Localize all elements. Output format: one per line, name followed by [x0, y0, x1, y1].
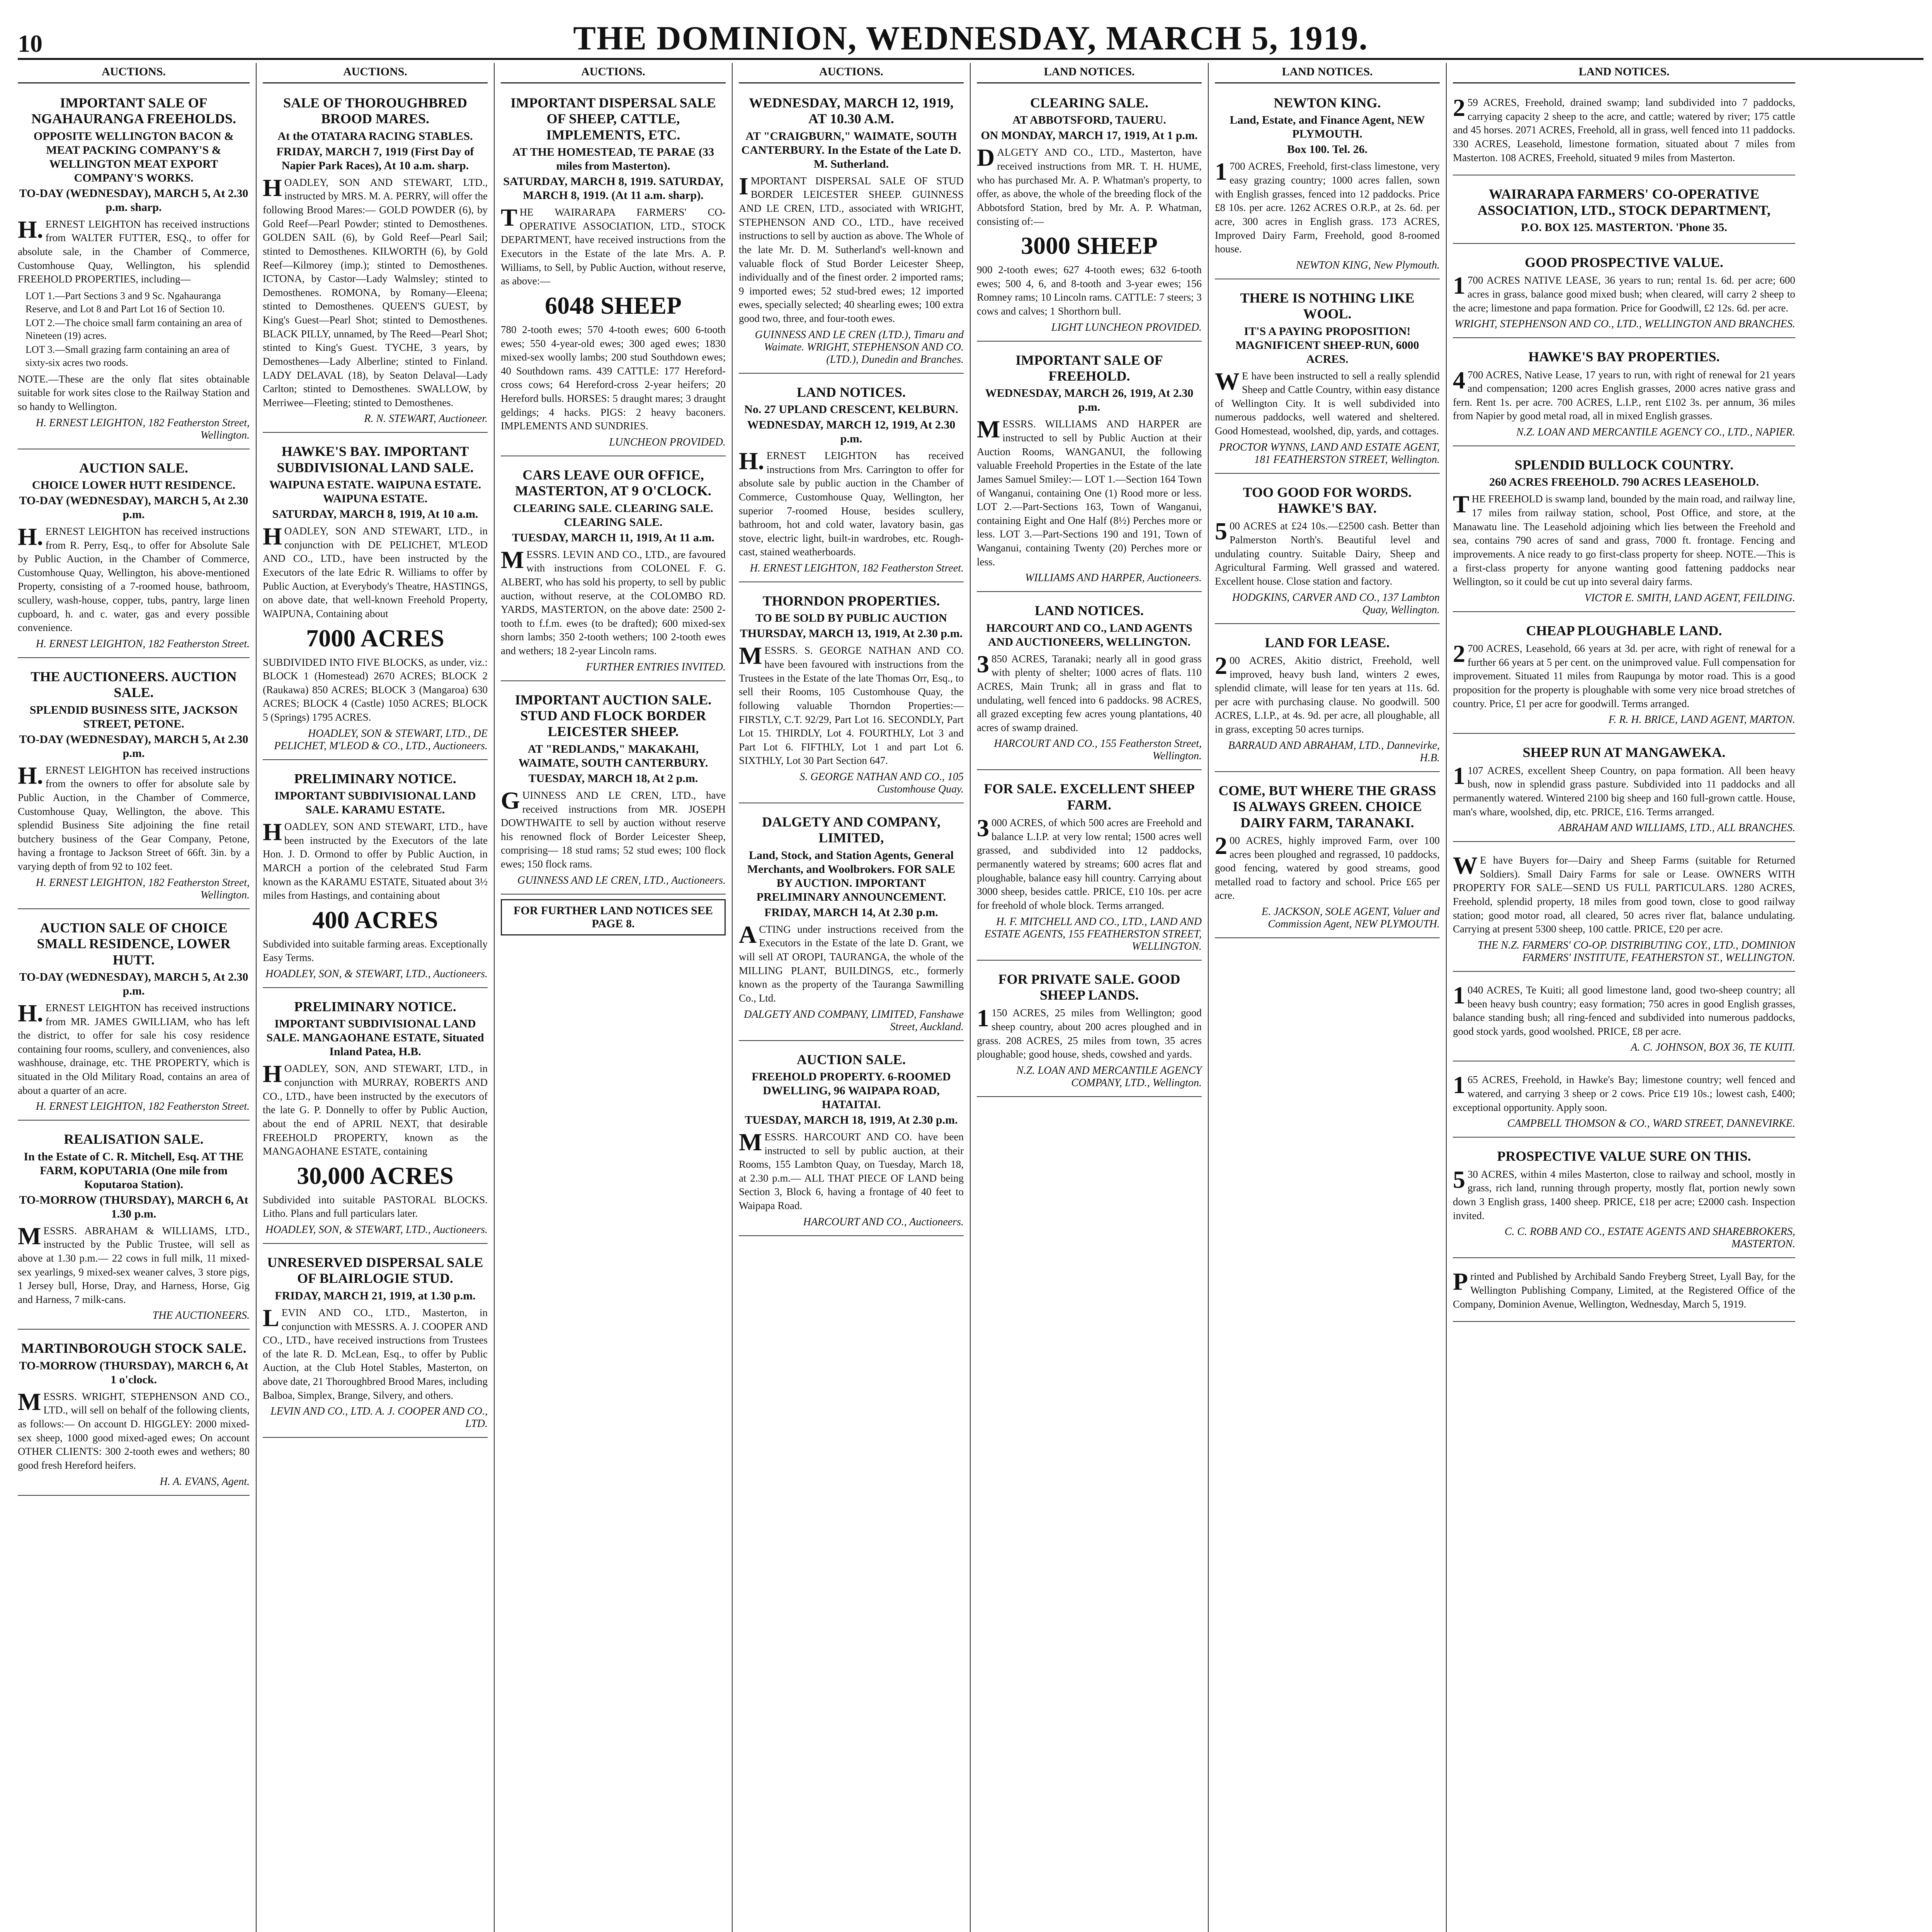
ad-title: FOR PRIVATE SALE. GOOD SHEEP LANDS.: [998, 971, 1180, 1003]
ad-title: THORNDON PROPERTIES.: [762, 593, 940, 609]
ad-body: 3000 ACRES, of which 500 acres are Freehold and balance L.I.P. at very low rental; 1500 acres well grassed, and subdivided into 12 paddocks, permanently watered by streams; 600 acres flat and ploughable, balance easy hill country. Carrying about 3000 sheep, besides cattle. PRICE, £10 10s. per acre for freehold of whole block. Terms arranged.: [977, 814, 1202, 911]
ad-acreage: 3000 SHEEP: [1021, 232, 1158, 260]
ad-signature: H. ERNEST LEIGHTON, 182 Featherston Street.: [750, 562, 964, 575]
column-heading: LAND NOTICES.: [977, 63, 1202, 83]
advertisement: [739, 587, 964, 803]
ad-body: 1700 ACRES, Freehold, first-class limestone, very easy grazing country; 1000 acres fallen, sown with English grasses, fenced into 12 paddocks. Price £8 10s. per acre. 1262 ACRES O.R.P., at 2s. 6d. per acre, 300 acres in English grass. 173 ACRES, Improved Dairy Farm, Freehold, good 8-roomed house.: [1215, 158, 1440, 255]
ad-body: MESSRS. LEVIN AND CO., LTD., are favoured with instructions from COLONEL F. G. ALBERT, who has sold his property, to sell by public auction, without reserve, at the COLOMBO RD. YARDS, MASTERTON, on the above date: 2500 2-tooth to f.f.m. ewes (to be drafted); 600 mixed-sex shorn lambs; 350 2-tooth wethers; 100 2-tooth ewes and wethers; 18 2-year Lincoln rams.: [501, 546, 726, 657]
ad-body: HOADLEY, SON AND STEWART, LTD., have been instructed by the Executors of the late Hon. J. D. Ormond to offer by Public Auction, in MARCH a portion of the celebrated Stud Farm known as the KARAMU ESTATE, Situated about 3½ miles from Hastings, and containing about: [263, 818, 488, 901]
masthead-title: THE DOMINION, WEDNESDAY, MARCH 5, 1919.: [573, 20, 1368, 57]
ad-date: ON MONDAY, MARCH 17, 1919, At 1 p.m.: [981, 129, 1198, 142]
advertisement: [1453, 248, 1795, 338]
ad-title: PROSPECTIVE VALUE SURE ON THIS.: [1497, 1148, 1751, 1164]
ad-body: 1700 ACRES NATIVE LEASE, 36 years to run; rental 1s. 6d. per acre; 600 acres in grass, balance good mixed bush; when cleared, will carry 2 sheep to the acre; limestone and papa formation. Price for Goodwill, £2 12s. 6d. per acre.: [1453, 272, 1795, 314]
ad-body: DALGETY AND CO., LTD., Masterton, have received instructions from MR. T. H. HUME, who has purchased Mr. A. P. Whatman's property, to offer, as above, the whole of the breeding flock of the Abbotsford Station, bred by Mr. A. P. Whatman, consisting of:—: [977, 144, 1202, 227]
ad-title: THERE IS NOTHING LIKE WOOL.: [1240, 290, 1415, 322]
ad-date: WEDNESDAY, MARCH 26, 1919, At 2.30 p.m.: [985, 387, 1194, 414]
ad-signature: R. N. STEWART, Auctioneer.: [364, 413, 488, 425]
advertisement: [1453, 847, 1795, 972]
ad-date: THURSDAY, MARCH 13, 1919, At 2.30 p.m.: [740, 627, 963, 640]
column-4: [732, 63, 970, 1932]
ad-body: 530 ACRES, within 4 miles Masterton, close to railway and school, mostly in grass, rich land, running through property, mostly flat, portion newly sown down 3 English grass, 1400 sheep. PRICE, £18 per acre; £2000 cash. Inspection invited.: [1453, 1165, 1795, 1221]
ad-body: H.ERNEST LEIGHTON has received instructions from R. Perry, Esq., to offer for Absolute Sale by Public Auction, in the Chamber of Commerce, Customhouse Quay, Wellington, his above-mentioned Property, consisting of a 7-roomed house, bathroom, scullery, wash-house, copper, tubs, pantry, large linen cupboard, h. and c. water, gas and every possible convenience.: [18, 522, 250, 634]
ad-subtitle: OPPOSITE WELLINGTON BACON & MEAT PACKING COMPANY'S & WELLINGTON MEAT EXPORT COMPANY'S WORKS.: [33, 129, 234, 184]
ad-title: COME, BUT WHERE THE GRASS IS ALWAYS GREEN. CHOICE DAIRY FARM, TARANAKI.: [1218, 782, 1436, 830]
ad-signature: H. A. EVANS, Agent.: [160, 1475, 250, 1488]
ad-date: Box 100. Tel. 26.: [1287, 143, 1368, 156]
ad-title: CLEARING SALE.: [1030, 95, 1149, 111]
advertisement: [1453, 1263, 1795, 1322]
ad-acreage: 7000 ACRES: [306, 624, 444, 652]
page-number: 10: [18, 30, 43, 57]
ad-title: AUCTION SALE.: [79, 460, 189, 476]
column-1: [18, 63, 256, 1932]
ad-subtitle: FREEHOLD PROPERTY. 6-ROOMED DWELLING, 96 WAIPAPA ROAD, HATAITAI.: [752, 1070, 951, 1111]
ad-title: GOOD PROSPECTIVE VALUE.: [1525, 254, 1723, 270]
ad-title: SALE OF THOROUGHBRED BROOD MARES.: [283, 95, 468, 127]
ad-title: WAIRARAPA FARMERS' CO-OPERATIVE ASSOCIATION, LTD., STOCK DEPARTMENT,: [1478, 186, 1770, 218]
ad-date: TO-MORROW (THURSDAY), MARCH 6, At 1 o'clock.: [19, 1359, 248, 1386]
ad-date: FRIDAY, MARCH 7, 1919 (First Day of Napier Park Races), At 10 a.m. sharp.: [276, 145, 474, 172]
ad-subtitle: IMPORTANT SUBDIVISIONAL LAND SALE. MANGAOHANE ESTATE, Situated Inland Patea, H.B.: [266, 1017, 484, 1058]
ad-date: TO-DAY (WEDNESDAY), MARCH 5, At 2.30 p.m.: [19, 970, 248, 997]
ad-lot-item: LOT 2.—The choice small farm containing an area of Nineteen (19) acres.: [26, 317, 242, 342]
ad-title: IMPORTANT SALE OF NGAHAURANGA FREEHOLDS.: [31, 95, 236, 127]
ad-details: Subdivided into suitable farming areas. Exceptionally Easy Terms.: [263, 938, 488, 964]
ad-date: WEDNESDAY, MARCH 12, 1919, At 2.30 p.m.: [747, 418, 956, 446]
ad-signature: F. R. H. BRICE, LAND AGENT, MARTON.: [1608, 714, 1795, 726]
ad-signature: LUNCHEON PROVIDED.: [609, 436, 726, 448]
ad-signature: HARCOURT AND CO., 155 Featherston Street, Wellington.: [994, 738, 1202, 762]
ad-details: SUBDIVIDED INTO FIVE BLOCKS, as under, viz.: BLOCK 1 (Homestead) 2670 ACRES; BLOCK 2 (Raukawa) 850 ACRES; BLOCK 3 (Mangaroa) 630 ACRES; BLOCK 4 (Castle) 1050 ACRES; BLOCK 5 (Springs) 1795 ACRES.: [263, 656, 488, 723]
ad-signature: WILLIAMS AND HARPER, Auctioneers.: [1025, 572, 1202, 584]
ad-body: 165 ACRES, Freehold, in Hawke's Bay; limestone country; well fenced and watered, and carrying 3 sheep or 2 cows. Price £19 10s.; lowest cash, £400; exceptional opportunity. Apply soon.: [1453, 1071, 1795, 1113]
ad-body: 200 ACRES, highly improved Farm, over 100 acres been ploughed and regrassed, 10 paddocks, good fencing, watered by good streams, good metalled road to factory and school. Price £65 per acre.: [1215, 832, 1440, 901]
column-3: [494, 63, 732, 1932]
ad-title: PRELIMINARY NOTICE.: [294, 999, 456, 1015]
advertisement: [1453, 1142, 1795, 1258]
ad-body: H.ERNEST LEIGHTON has received instructions from the owners to offer for absolute sale by Public Auction, in the Chamber of Commerce, Customhouse Quay, Wellington, the above. This splendid Business Site adjoining the fine retail butchery business of the Gear Company, Petone, having a frontage to Jackson Street of 66ft. 3in. by a varying depth of from 92 to 102 feet.: [18, 761, 250, 872]
ad-title: CHEAP PLOUGHABLE LAND.: [1526, 622, 1722, 638]
ad-subtitle: Land, Stock, and Station Agents, General Merchants, and Woolbrokers. FOR SALE BY AUCTION. IMPORTANT PRELIMINARY ANNOUNCEMENT.: [747, 849, 956, 903]
ad-details: Subdivided into suitable PASTORAL BLOCKS. Litho. Plans and full particulars later.: [263, 1194, 488, 1219]
ad-signature: ABRAHAM AND WILLIAMS, LTD., ALL BRANCHES.: [1558, 822, 1795, 834]
ad-signature: VICTOR E. SMITH, LAND AGENT, FEILDING.: [1584, 592, 1795, 604]
ad-signature: S. GEORGE NATHAN AND CO., 105 Customhouse Quay.: [799, 771, 964, 796]
ad-body: HOADLEY, SON AND STEWART, LTD., instructed by MRS. M. A. PERRY, will offer the following Brood Mares:— GOLD POWDER (6), by Gold Reef—Pearl Powder; stinted to Demosthenes. GOLDEN SAIL (6), by Gold Reef—Pearl Sail; stinted to Demosthenes. KILWORTH (6), by Gold Reef—Kilmorey (imp.); stinted to Demosthenes. ICTONA, by Castor—Lady Walmsley; stinted to Demosthenes. ROMONA, by Romany—Eleena; stinted to Demosthenes. QUEEN'S GUEST, by King's Guest—Pearl Shot; stinted to Demosthenes. BLACK PILLY, unnamed, by The Reed—Pearl Shot; stinted to King's Guest. TYCHE, 3 years, by Demosthenes—Lady Alberline; stinted to Finland. LADY DELAVAL (18), by Seaton Delaval—Lady Carlton; stinted to Demosthenes. SWALLOW, by Merriwee—Fleeting; stinted to Demosthenes.: [263, 173, 488, 408]
ad-signature: C. C. ROBB AND CO., ESTATE AGENTS AND SHAREBROKERS, MASTERTON.: [1504, 1226, 1795, 1250]
ad-details: 780 2-tooth ewes; 570 4-tooth ewes; 600 6-tooth ewes; 550 4-year-old ewes; 300 aged ewes; 1830 mixed-sex woolly lambs; 200 stud Southdown ewes; 40 Southdown rams. 439 CATTLE: 177 Hereford-cross cows; 64 Hereford-cross 2-year heifers; 20 Hereford bulls. HORSES: 5 draught mares; 3 draught geldings; 4 hacks. PIGS: 2 heavy baconers. IMPLEMENTS AND SUNDRIES.: [501, 323, 726, 432]
ad-body: IMPORTANT DISPERSAL SALE OF STUD BORDER LEICESTER SHEEP. GUINNESS AND LE CREN, LTD., associated with WRIGHT, STEPHENSON AND CO., LTD., have received instructions to sell by auction as above. The Whole of the late Mr. D. M. Sutherland's well-known and valuable flock of Stud Border Leicester Sheep, individually and of the finest order. 2 imported rams; 9 imported ewes; 52 stud-bred ewes; 12 imported ewes, specially selected; 40 shearling ewes; 100 extra good two, three, and four-tooth ewes.: [739, 172, 964, 325]
ad-title: LAND FOR LEASE.: [1265, 634, 1390, 650]
ad-signature: GUINNESS AND LE CREN, LTD., Auctioneers.: [517, 874, 726, 886]
ad-signature: H. ERNEST LEIGHTON, 182 Featherston Street, Wellington.: [36, 417, 250, 441]
ad-body: Printed and Published by Archibald Sando Freyberg Street, Lyall Bay, for the Wellington Publishing Company, Limited, at the Registered Office of the Company, Dominion Avenue, Wellington, Wednesday, March 5, 1919.: [1453, 1268, 1795, 1310]
ad-acreage: 30,000 ACRES: [297, 1162, 454, 1189]
ad-title: TOO GOOD FOR WORDS. HAWKE'S BAY.: [1243, 484, 1412, 516]
ad-date: TO-DAY (WEDNESDAY), MARCH 5, At 2.30 p.m.: [19, 733, 248, 760]
ad-signature: LIGHT LUNCHEON PROVIDED.: [1051, 321, 1202, 333]
ad-body: HOADLEY, SON, AND STEWART, LTD., in conjunction with MURRAY, ROBERTS AND CO., LTD., have been instructed by the executors of the late G. P. Donnelly to offer by Public Auction, about the end of APRIL NEXT, that desirable FREEHOLD PROPERTY, known as the MANGAOHANE ESTATE, containing: [263, 1060, 488, 1157]
ad-body: WE have been instructed to sell a really splendid Sheep and Cattle Country, within easy distance of Wellington City. It is well subdivided into numerous paddocks, well watered and sheltered. Good Homestead, woolshed, dip, yards, and cottages.: [1215, 367, 1440, 437]
ad-title: HAWKE'S BAY. IMPORTANT SUBDIVISIONAL LAND SALE.: [277, 444, 474, 475]
ad-acreage: 6048 SHEEP: [545, 291, 682, 319]
column-heading: LAND NOTICES.: [1215, 63, 1440, 83]
ad-body: 1150 ACRES, 25 miles from Wellington; good sheep country, about 200 acres ploughed and in grass. 208 ACRES, 25 miles from town, 35 acres ploughable; good house, sheds, cowshed and yards.: [977, 1004, 1202, 1060]
ad-subtitle: In the Estate of C. R. Mitchell, Esq. AT THE FARM, KOPUTARIA (One mile from Koputaroa Station).: [24, 1150, 244, 1191]
advertisement: [739, 808, 964, 1041]
ad-signature: CAMPBELL THOMSON & CO., WARD STREET, DANNEVIRKE.: [1507, 1117, 1795, 1130]
ad-signature: HOADLEY, SON, & STEWART, LTD., Auctioneers.: [265, 1224, 488, 1236]
column-heading: AUCTIONS.: [501, 63, 726, 83]
ad-signature: HODGKINS, CARVER AND CO., 137 Lambton Quay, Wellington.: [1232, 591, 1440, 616]
ad-title: DALGETY AND COMPANY, LIMITED,: [762, 814, 940, 846]
ad-title: AUCTION SALE.: [796, 1051, 906, 1067]
ad-title: WEDNESDAY, MARCH 12, 1919, AT 10.30 A.M.: [749, 95, 954, 127]
ad-subtitle: CLEARING SALE. CLEARING SALE. CLEARING SALE.: [513, 502, 713, 529]
ad-subtitle: P.O. BOX 125. MASTERTON. 'Phone 35.: [1520, 221, 1728, 234]
ad-subtitle: AT "REDLANDS," MAKAKAHI, WAIMATE, SOUTH CANTERBURY.: [518, 742, 708, 769]
column-heading: AUCTIONS.: [739, 63, 964, 83]
advertisement: [18, 454, 250, 658]
ad-body: 1040 ACRES, Te Kuiti; all good limestone land, good two-sheep country; all been heavy bush country; easy formation; 750 acres in good English grasses, balance standing bush; all ring-fenced and subdivided into numerous paddocks, good stock yards, good woolshed. PRICE, £8 per acre.: [1453, 981, 1795, 1037]
ad-signature: PROCTOR WYNNS, LAND AND ESTATE AGENT, 181 FEATHERSTON STREET, Wellington.: [1219, 441, 1440, 466]
advertisement: [18, 1334, 250, 1495]
ad-note: NOTE.—These are the only flat sites obtainable suitable for work sites close to the Railway Station and so handy to Wellington.: [18, 373, 250, 412]
ad-date: TO-MORROW (THURSDAY), MARCH 6, At 1.30 p.m.: [19, 1193, 248, 1220]
further-notices-box: FOR FURTHER LAND NOTICES SEE PAGE 8.: [501, 899, 726, 935]
advertisement: [1453, 738, 1795, 842]
ad-title: UNRESERVED DISPERSAL SALE OF BLAIRLOGIE STUD.: [267, 1255, 483, 1286]
ad-body: MESSRS. WILLIAMS AND HARPER are instructed to sell by Public Auction at their Auction Rooms, WANGANUI, the following valuable Freehold Properties in the Estate of the late James Samuel Smiley:— LOT 1.—Section 164 Town of Wanganui, containing One (1) Rood more or less. LOT 2.—Part-Sections 163, Town of Wanganui, containing Eight and One Half (8½) Perches more or less. LOT 3.—Part-Sections 190 and 191, Town of Wanganui, containing Twenty (20) Perches more or less.: [977, 415, 1202, 568]
ad-date: FRIDAY, MARCH 21, 1919, at 1.30 p.m.: [275, 1289, 476, 1302]
ad-body: THE FREEHOLD is swamp land, bounded by the main road, and railway line, 17 miles from railway station, school, Post Office, and store, at the Manawatu line. The Leasehold adjoining which lies between the Freehold and sea, contains 790 acres of sand and grass, 7000 ft. frontage. Fencing and improvements. A nice ready to go first-class property for sheep. NOTE.—This is a first-class property for anyone wanting good fattening paddocks near Wellington, so it could be cut up into several dairy farms.: [1453, 490, 1795, 588]
ad-title: NEWTON KING.: [1274, 95, 1381, 111]
ad-title: IMPORTANT DISPERSAL SALE OF SHEEP, CATTLE, IMPLEMENTS, ETC.: [510, 95, 716, 143]
column-heading: AUCTIONS.: [18, 63, 250, 83]
advertisement: [1453, 180, 1795, 244]
column-6: [1208, 63, 1446, 1932]
advertisement: [263, 437, 488, 760]
ad-subtitle: Land, Estate, and Finance Agent, NEW PLYMOUTH.: [1230, 114, 1425, 141]
ad-title: LAND NOTICES.: [796, 384, 906, 400]
ad-title: HAWKE'S BAY PROPERTIES.: [1528, 349, 1720, 365]
ad-subtitle: TO BE SOLD BY PUBLIC AUCTION: [755, 612, 947, 625]
advertisement: [977, 346, 1202, 592]
ad-signature: H. ERNEST LEIGHTON, 182 Featherston Street.: [36, 638, 250, 650]
advertisement: [977, 965, 1202, 1097]
advertisement: [501, 686, 726, 895]
ad-subtitle: AT THE HOMESTEAD, TE PARAE (33 miles from Masterton).: [512, 146, 714, 173]
column-7: [1446, 63, 1801, 1932]
ad-date: TUESDAY, MARCH 18, At 2 p.m.: [528, 772, 698, 785]
ad-title: SPLENDID BULLOCK COUNTRY.: [1514, 457, 1734, 473]
advertisement: [1453, 343, 1795, 446]
ad-signature: E. JACKSON, SOLE AGENT, Valuer and Commission Agent, NEW PLYMOUTH.: [1262, 906, 1440, 930]
ad-body: WE have Buyers for—Dairy and Sheep Farms (suitable for Returned Soldiers). Small Dairy Farms for sale or Lease. OWNERS WITH PROPERTY FOR SALE—SEND US FULL PARTICULARS. 1280 ACRES, Freehold, splendid property, 18 miles from good town, close to good railway station; good motor road, all cleared, 50 acres river flat, balance undulating. Carrying at present 5300 sheep, 100 cattle. PRICE, £20 per acre.: [1453, 852, 1795, 935]
ad-signature: BARRAUD AND ABRAHAM, LTD., Dannevirke, H.B.: [1228, 739, 1440, 764]
advertisement: [1215, 629, 1440, 772]
ad-body: 259 ACRES, Freehold, drained swamp; land subdivided into 7 paddocks, carrying capacity 2 sheep to the acre, and cattle; watered by river; 175 cattle and 45 horses. 2071 ACRES, Freehold, all in grass, well fenced into 11 paddocks. 330 ACRES, Leasehold, limestone formation, situated about 7 miles from Masterton. 108 ACRES, Freehold, situated 9 miles from Masterton.: [1453, 94, 1795, 163]
ad-subtitle: SPLENDID BUSINESS SITE, JACKSON STREET, PETONE.: [29, 703, 238, 730]
ad-date: SATURDAY, MARCH 8, 1919, At 10 a.m.: [272, 508, 478, 521]
ad-body: 4700 ACRES, Native Lease, 17 years to run, with right of renewal for 21 years and compensation; 1200 acres English grasses, 2000 acres native grass and fern. Rent 1s. per acre. 700 ACRES, L.I.P., rent £102 3s. per annum, 36 miles from Napier by good metal road, all in mixed English grasses.: [1453, 366, 1795, 422]
ad-title: PRELIMINARY NOTICE.: [294, 770, 456, 786]
ad-signature: LEVIN AND CO., LTD. A. J. COOPER AND CO., LTD.: [270, 1405, 488, 1430]
advertisement: [1215, 89, 1440, 279]
ad-body: GUINNESS AND LE CREN, LTD., have received instructions from MR. JOSEPH DOWTHWAITE to sell by auction without reserve his renowned flock of Border Leicester Sheep, comprising— 18 stud rams; 52 stud ewes; 100 flock ewes; 150 flock rams.: [501, 786, 726, 870]
ad-signature: A. C. JOHNSON, BOX 36, TE KUITI.: [1631, 1041, 1795, 1054]
ad-signature: NEWTON KING, New Plymouth.: [1296, 259, 1440, 271]
ad-body: 500 ACRES at £24 10s.—£2500 cash. Better than Palmerston North's. Beautiful level and undulating country. Suitable Dairy, Sheep and Agricultural Farming. Well grassed and watered. Excellent house. Close station and factory.: [1215, 517, 1440, 587]
ad-signature: HARCOURT AND CO., Auctioneers.: [803, 1216, 964, 1228]
masthead: [18, 15, 1923, 60]
ad-signature: HOADLEY, SON, & STEWART, LTD., Auctioneers.: [265, 968, 488, 980]
ad-subtitle: HARCOURT AND CO., LAND AGENTS AND AUCTIONEERS, WELLINGTON.: [986, 621, 1192, 648]
ad-title: AUCTION SALE OF CHOICE SMALL RESIDENCE, LOWER HUTT.: [37, 920, 231, 968]
advertisement: [18, 663, 250, 909]
advertisement: [977, 775, 1202, 960]
ad-date: FRIDAY, MARCH 14, At 2.30 p.m.: [764, 906, 938, 919]
ad-body: H.ERNEST LEIGHTON has received instructions from MR. JAMES GWILLIAM, who has left the district, to offer for sale his cosy residence containing four rooms, scullery, and conveniences, also washhouse, drainage, etc. THE PROPERTY, which is situated in the Old Military Road, contains an area of about a quarter of an acre.: [18, 999, 250, 1096]
ad-title: IMPORTANT AUCTION SALE. STUD AND FLOCK BORDER LEICESTER SHEEP.: [515, 692, 712, 740]
ad-subtitle: CHOICE LOWER HUTT RESIDENCE.: [32, 478, 236, 492]
ad-signature: DALGETY AND COMPANY, LIMITED, Fanshawe Street, Auckland.: [744, 1008, 964, 1033]
ad-title: MARTINBOROUGH STOCK SALE.: [21, 1340, 247, 1356]
ad-date: TUESDAY, MARCH 18, 1919, At 2.30 p.m.: [745, 1113, 958, 1126]
ad-signature: H. F. MITCHELL AND CO., LTD., LAND AND ESTATE AGENTS, 155 FEATHERSTON STREET, WELLINGTON.: [984, 915, 1202, 952]
advertisement: [977, 89, 1202, 342]
ad-subtitle: AT ABBOTSFORD, TAUERU.: [1012, 114, 1166, 127]
ad-signature: H. ERNEST LEIGHTON, 182 Featherston Street, Wellington.: [36, 876, 250, 901]
advertisement: [501, 461, 726, 681]
ad-body: 3850 ACRES, Taranaki; nearly all in good grass with plenty of shelter; 1000 acres of flats. 110 ACRES, Main Trunk; all in grass and flat to undulating, well fenced into 6 paddocks. 98 ACRES, all grazed excepting few acres young plantations, 40 acres of swamp drained.: [977, 650, 1202, 733]
advertisement: [1453, 1066, 1795, 1138]
advertisement: [263, 89, 488, 433]
ad-title: CARS LEAVE OUR OFFICE, MASTERTON, AT 9 O'CLOCK.: [515, 467, 711, 499]
ad-body: 2700 ACRES, Leasehold, 66 years at 3d. per acre, with right of renewal for a further 66 years at 5 per cent. on the unimproved value. Full compensation for improvement. Situated 11 miles from Raupunga by motor road. This is a good proposition for the property is ploughable with some very nice broad stretches of country. Price, £1 per acre for goodwill. Terms arranged.: [1453, 640, 1795, 709]
ad-subtitle: WAIPUNA ESTATE. WAIPUNA ESTATE. WAIPUNA ESTATE.: [269, 478, 481, 505]
column-heading: AUCTIONS.: [263, 63, 488, 83]
ad-subtitle: 260 ACRES FREEHOLD. 790 ACRES LEASEHOLD.: [1489, 476, 1759, 489]
ad-subtitle: AT "CRAIGBURN," WAIMATE, SOUTH CANTERBURY. In the Estate of the Late D. M. Sutherland.: [741, 129, 961, 170]
ad-body: MESSRS. WRIGHT, STEPHENSON AND CO., LTD., will sell on behalf of the following clients, as follows:— On account D. HIGGLEY: 2000 mixed-sex sheep, 1000 good mixed-aged ewes; On account OTHER CLIENTS: 300 2-tooth ewes and wethers; 80 good fresh Hereford heifers.: [18, 1388, 250, 1471]
advertisement: [18, 1125, 250, 1330]
advertisement: [1453, 617, 1795, 734]
advertisement: [739, 378, 964, 582]
ad-date: TO-DAY (WEDNESDAY), MARCH 5, At 2.30 p.m.: [19, 494, 248, 521]
advertisement: [739, 89, 964, 374]
ad-body: MESSRS. ABRAHAM & WILLIAMS, LTD., instructed by the Public Trustee, will sell as above at 1.30 p.m.— 22 cows in full milk, 11 mixed-sex yearlings, 9 mixed-sex weaner calves, 3 store pigs, 1 Jersey bull, Horse, Dray, and Harness, Horse, Gig and Harness, 7 milk-cans.: [18, 1222, 250, 1305]
ad-subtitle: IT'S A PAYING PROPOSITION! MAGNIFICENT SHEEP-RUN, 6000 ACRES.: [1235, 325, 1419, 366]
ad-signature: GUINNESS AND LE CREN (LTD.), Timaru and Waimate. WRIGHT, STEPHENSON AND CO. (LTD.), Dunedin and Branches.: [755, 328, 964, 366]
advertisement: [977, 597, 1202, 770]
ad-signature: N.Z. LOAN AND MERCANTILE AGENCY COMPANY, LTD., Wellington.: [1016, 1064, 1202, 1089]
ad-body: H.ERNEST LEIGHTON has received instructions from WALTER FUTTER, ESQ., to offer for absolute sale, in the Chamber of Commerce, Customhouse Quay, Wellington, his splendid FREEHOLD PROPERTIES, including—: [18, 215, 250, 285]
ad-subtitle: At the OTATARA RACING STABLES.: [277, 129, 473, 143]
ad-body: THE WAIRARAPA FARMERS' CO-OPERATIVE ASSOCIATION, LTD., STOCK DEPARTMENT, have received instructions from the Executors in the Estate of the late Mrs. A. P. Williams, to Sell, by Public Auction, without reserve, as above:—: [501, 204, 726, 287]
advertisement: [18, 914, 250, 1121]
column-heading: LAND NOTICES.: [1453, 63, 1795, 83]
advertisement: [1215, 478, 1440, 624]
ad-signature: N.Z. LOAN AND MERCANTILE AGENCY CO., LTD., NAPIER.: [1516, 426, 1795, 439]
ad-body: MESSRS. HARCOURT AND CO. have been instructed to sell by public auction, at their Rooms, 155 Lambton Quay, on Tuesday, March 18, at 2.30 p.m.— ALL THAT PIECE OF LAND being Section 3, Block 6, having a frontage of 40 feet to Waipapa Road.: [739, 1128, 964, 1212]
ad-lot-item: LOT 1.—Part Sections 3 and 9 Sc. Ngahauranga Reserve, and Lot 8 and Part Lot 16 of Section 10.: [26, 290, 225, 315]
ad-body: H.ERNEST LEIGHTON has received instructions from Mrs. Carrington to offer for absolute sale by public auction in the Chamber of Commerce, Customhouse Quay, Wellington, her superior 7-roomed House, besides scullery, bathroom, hot and cold water, lavatory basin, gas stove, electric light, built-in wardrobes, etc. Rough-cast, stained weatherboards.: [739, 447, 964, 558]
ad-body: MESSRS. S. GEORGE NATHAN AND CO. have been favoured with instructions from the Trustees in the Estate of the late Thomas Orr, Esq., to sell their Rooms, 105 Customhouse Quay, the following valuable Thorndon Properties:— FIRSTLY, C.T. 92/29, Part Lot 16. SECONDLY, Part Lot 15. THIRDLY, Lot 4. FOURTHLY, Lot 3 and Part Lot 6. FIFTHLY, Lot 1 and part Lot 6. SIXTHLY, Lot 30 Part Section 647.: [739, 642, 964, 767]
advertisement: [1215, 284, 1440, 474]
ad-signature: WRIGHT, STEPHENSON AND CO., LTD., WELLINGTON AND BRANCHES.: [1454, 318, 1795, 330]
advertisement: [1453, 89, 1795, 175]
ad-body: ACTING under instructions received from the Executors in the Estate of the late D. Grant, we will sell AT OROPI, TAURANGA, the whole of the MILLING PLANT, BUILDINGS, etc., formerly known as the property of the Tauranga Sawmilling Co., Ltd.: [739, 920, 964, 1004]
advertisement: [739, 1046, 964, 1236]
ad-title: LAND NOTICES.: [1034, 603, 1144, 619]
ad-details: 900 2-tooth ewes; 627 4-tooth ewes; 632 6-tooth ewes; 500 4, 6, and 8-tooth and 3-year ewes; 156 Romney rams; 10 Lincoln rams. CATTLE: 7 steers; 3 cows and calves; 1 Shorthorn bull.: [977, 264, 1202, 317]
ad-title: IMPORTANT SALE OF FREEHOLD.: [1015, 352, 1163, 384]
ad-signature: HOADLEY, SON & STEWART, LTD., DE PELICHET, M'LEOD & CO., LTD., Auctioneers.: [274, 727, 488, 752]
advertisement: [1453, 976, 1795, 1062]
ad-body: LEVIN AND CO., LTD., Masterton, in conjunction with MESSRS. A. J. COOPER AND CO., LTD., have received instructions from Trustees of the late R. D. McLean, Esq., to offer by Public Auction, at the Club Hotel Stables, Masterton, on above date, 21 Thoroughbred Brood Mares, including Balboa, Simplex, Brange, Silvery, and others.: [263, 1304, 488, 1401]
advertisement: [1453, 451, 1795, 612]
ad-subtitle: IMPORTANT SUBDIVISIONAL LAND SALE. KARAMU ESTATE.: [274, 789, 476, 816]
ad-signature: FURTHER ENTRIES INVITED.: [586, 661, 726, 673]
ad-body: HOADLEY, SON AND STEWART, LTD., in conjunction with DE PELICHET, M'LEOD AND CO., LTD., have been instructed by the Executors of the late Edric R. Williams to offer by Public Auction, at Everybody's Theatre, HASTINGS, on above date, that well-known Freehold Property, WAIPUNA, Containing about: [263, 522, 488, 619]
ad-date: SATURDAY, MARCH 8, 1919. SATURDAY, MARCH 8, 1919. (At 11 a.m. sharp).: [503, 175, 723, 202]
ad-title: REALISATION SALE.: [64, 1131, 204, 1147]
ad-title: SHEEP RUN AT MANGAWEKA.: [1522, 745, 1726, 760]
advertisement: [18, 89, 250, 449]
ad-signature: THE AUCTIONEERS.: [152, 1310, 250, 1322]
advertisement: [263, 765, 488, 988]
ad-lot-item: LOT 3.—Small grazing farm containing an area of sixty-six acres two roods.: [26, 344, 230, 368]
ad-subtitle: No. 27 UPLAND CRESCENT, KELBURN.: [744, 403, 958, 416]
column-2: [256, 63, 494, 1932]
ad-lot-list: [26, 289, 250, 369]
ad-title: THE AUCTIONEERS. AUCTION SALE.: [31, 668, 237, 701]
ad-date: TUESDAY, MARCH 11, 1919, At 11 a.m.: [512, 531, 714, 544]
advertisement: [263, 993, 488, 1244]
ad-date: TO-DAY (WEDNESDAY), MARCH 5, At 2.30 p.m. sharp.: [19, 187, 248, 214]
advertisement: [1215, 777, 1440, 938]
columns: [18, 63, 1923, 1932]
ad-acreage: 400 ACRES: [312, 906, 438, 934]
ad-signature: H. ERNEST LEIGHTON, 182 Featherston Street.: [36, 1100, 250, 1113]
ad-body: 1107 ACRES, excellent Sheep Country, on papa formation. All been heavy bush, now in splendid grass pasture. Subdivided into 11 paddocks and all permanently watered. Wintered 2100 big sheep and 160 full-grown cattle. House, man's whare, woolshed, dip, etc. PRICE, £16. Terms arranged.: [1453, 762, 1795, 818]
column-5: [970, 63, 1208, 1932]
ad-body: 200 ACRES, Akitio district, Freehold, well improved, heavy bush land, winters 2 ewes, splendid climate, will lease for ten years at 11s. 6d. per acre with purchasing clause. No goodwill. 500 ACRES, L.I.P., at 4s. 9d. per acre, all ploughable, all in grass, excepting 50 acres turnips.: [1215, 651, 1440, 735]
ad-signature: THE N.Z. FARMERS' CO-OP. DISTRIBUTING COY., LTD., DOMINION FARMERS' INSTITUTE, FEATHERSTON ST., WELLINGTON.: [1478, 939, 1795, 964]
advertisement: [263, 1248, 488, 1438]
advertisement: [501, 89, 726, 456]
ad-title: FOR SALE. EXCELLENT SHEEP FARM.: [984, 781, 1195, 813]
